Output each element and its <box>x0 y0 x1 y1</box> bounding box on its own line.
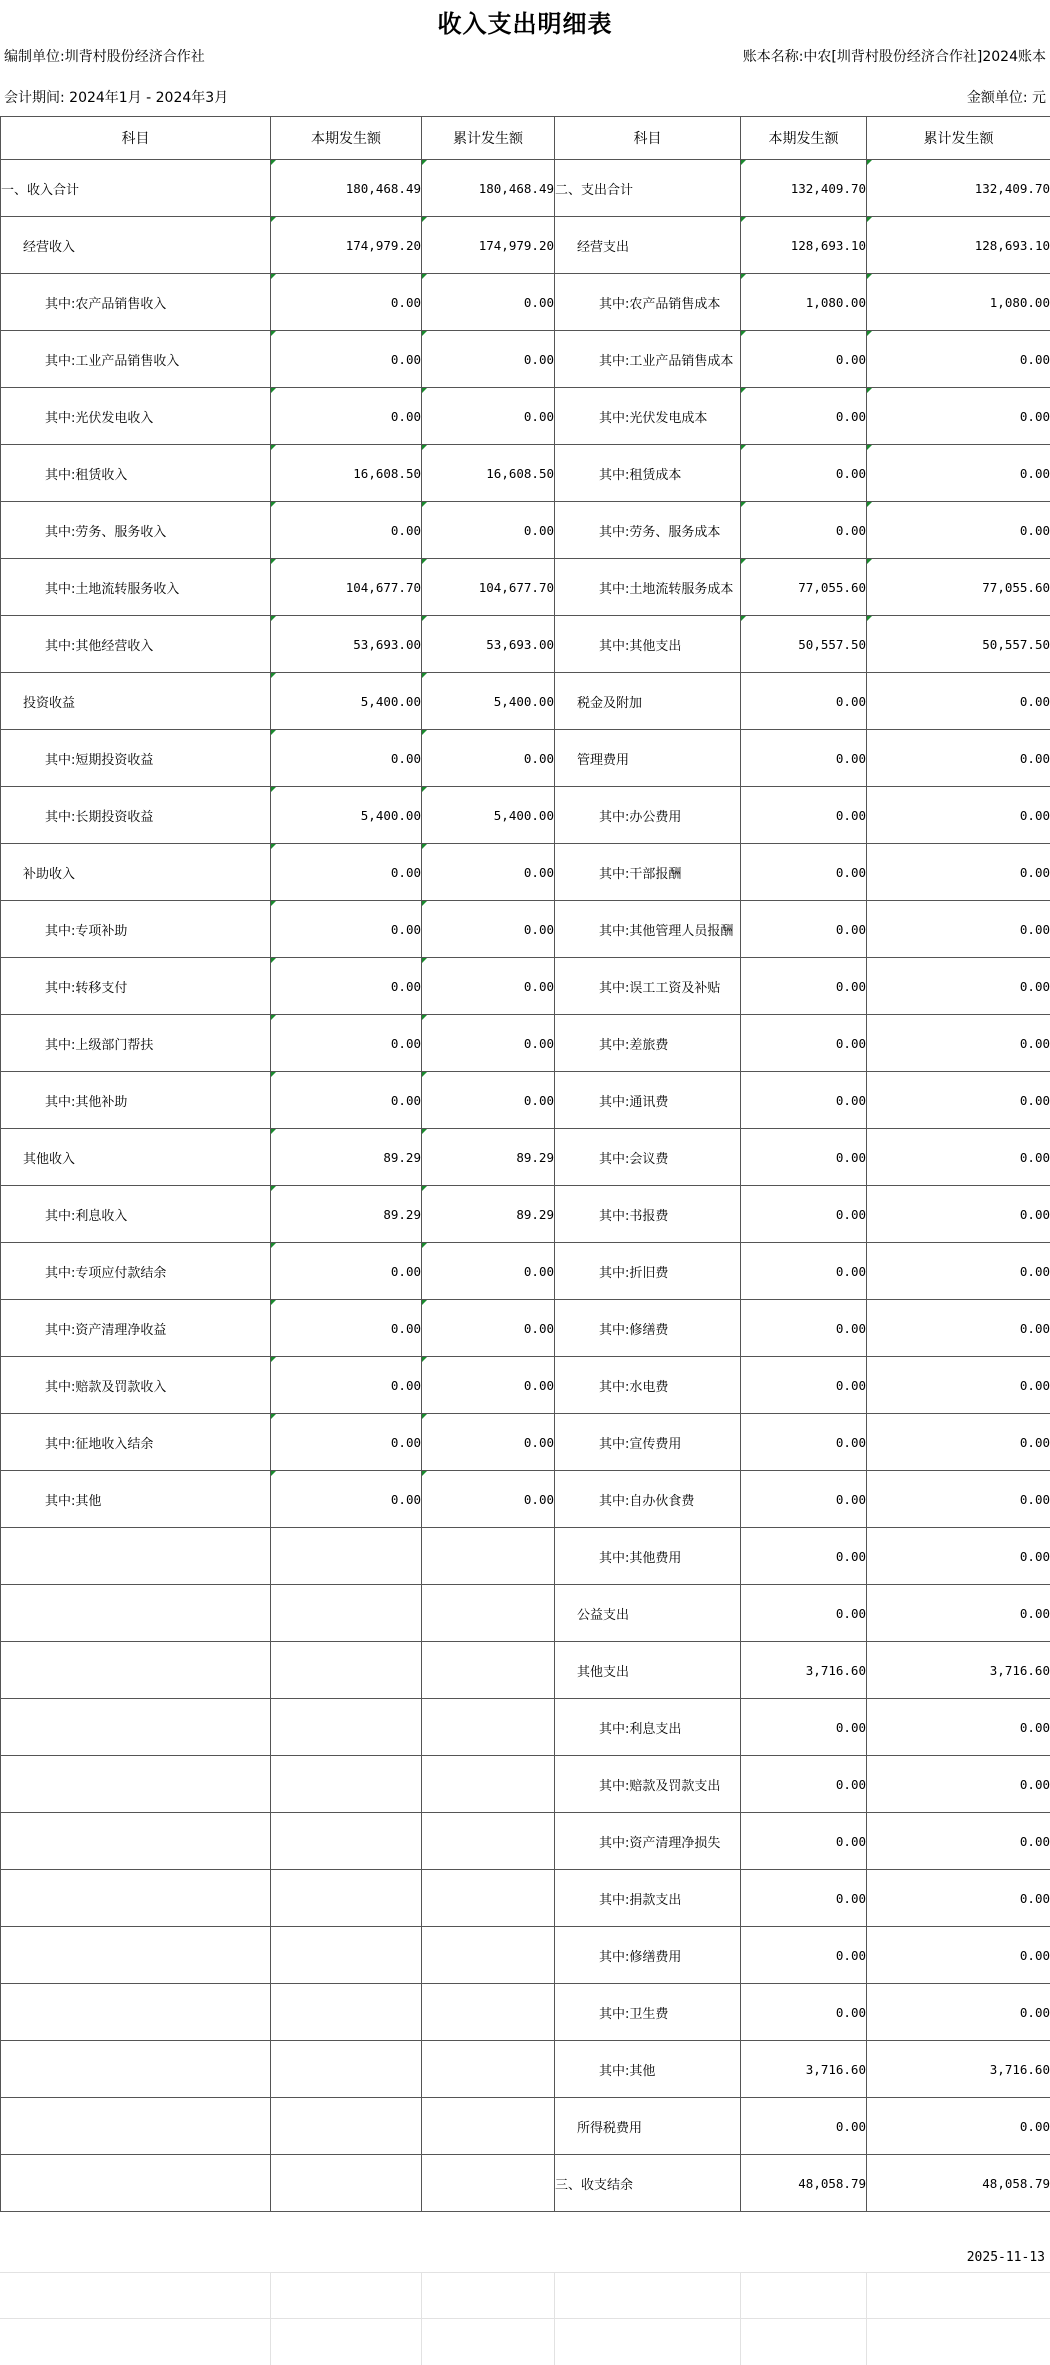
right-cumulative-amount-cell: 132,409.70 <box>867 160 1050 217</box>
table-row <box>1 730 1050 787</box>
right-current-amount-cell: 50,557.50 <box>741 616 867 673</box>
right-current-amount-cell: 0.00 <box>741 1072 867 1129</box>
left-subject-cell <box>1 1813 271 1870</box>
right-cumulative-amount-cell: 0.00 <box>867 445 1050 502</box>
right-subject-cell: 其中:其他管理人员报酬 <box>555 901 741 958</box>
right-subject-cell: 其中:办公费用 <box>555 787 741 844</box>
table-row <box>1 502 1050 559</box>
accounting-period: 会计期间: 2024年1月 - 2024年3月 <box>4 90 229 106</box>
table-row <box>1 331 1050 388</box>
right-subject-cell: 其中:会议费 <box>555 1129 741 1186</box>
right-current-amount-cell: 0.00 <box>741 1414 867 1471</box>
left-cumulative-amount-cell: 0.00 <box>422 1414 555 1471</box>
right-subject-cell: 其中:其他支出 <box>555 616 741 673</box>
left-subject-cell: 其中:利息收入 <box>1 1186 271 1243</box>
table-row <box>1 2041 1050 2098</box>
right-subject-cell: 其中:误工工资及补贴 <box>555 958 741 1015</box>
right-current-amount-cell: 0.00 <box>741 787 867 844</box>
right-current-amount-cell: 0.00 <box>741 844 867 901</box>
left-subject-cell: 其中:其他补助 <box>1 1072 271 1129</box>
right-current-amount-cell: 0.00 <box>741 1870 867 1927</box>
right-cumulative-amount-cell: 0.00 <box>867 388 1050 445</box>
left-cumulative-amount-cell <box>422 2155 555 2212</box>
right-cumulative-amount-cell: 3,716.60 <box>867 1642 1050 1699</box>
table-row <box>1 2098 1050 2155</box>
right-current-amount-cell: 0.00 <box>741 1300 867 1357</box>
table-row <box>1 1984 1050 2041</box>
left-subject-cell: 其中:光伏发电收入 <box>1 388 271 445</box>
left-subject-cell: 其中:其他经营收入 <box>1 616 271 673</box>
left-cumulative-amount-cell: 0.00 <box>422 1015 555 1072</box>
left-cumulative-amount-cell: 89.29 <box>422 1129 555 1186</box>
right-subject-cell: 其中:其他 <box>555 2041 741 2098</box>
right-subject-cell: 其中:修缮费用 <box>555 1927 741 1984</box>
right-subject-cell: 其中:折旧费 <box>555 1243 741 1300</box>
table-row <box>1 445 1050 502</box>
left-current-amount-cell: 5,400.00 <box>271 787 422 844</box>
left-subject-cell: 其中:上级部门帮扶 <box>1 1015 271 1072</box>
left-current-amount-cell <box>271 2041 422 2098</box>
left-subject-cell: 其中:土地流转服务收入 <box>1 559 271 616</box>
table-row <box>1 1642 1050 1699</box>
right-subject-cell: 其中:通讯费 <box>555 1072 741 1129</box>
right-cumulative-amount-cell: 0.00 <box>867 331 1050 388</box>
left-cumulative-amount-cell: 89.29 <box>422 1186 555 1243</box>
right-subject-cell: 三、收支结余 <box>555 2155 741 2212</box>
right-subject-cell: 公益支出 <box>555 1585 741 1642</box>
right-cumulative-amount-cell: 0.00 <box>867 901 1050 958</box>
right-current-amount-cell: 0.00 <box>741 1927 867 1984</box>
left-cumulative-amount-cell <box>422 1927 555 1984</box>
right-cumulative-amount-cell: 0.00 <box>867 1528 1050 1585</box>
header-left-current: 本期发生额 <box>271 117 422 160</box>
left-subject-cell <box>1 1984 271 2041</box>
left-subject-cell: 其中:转移支付 <box>1 958 271 1015</box>
right-current-amount-cell: 0.00 <box>741 445 867 502</box>
right-subject-cell: 其中:修缮费 <box>555 1300 741 1357</box>
left-cumulative-amount-cell: 174,979.20 <box>422 217 555 274</box>
right-subject-cell: 其中:捐款支出 <box>555 1870 741 1927</box>
table-row <box>1 1813 1050 1870</box>
left-cumulative-amount-cell: 0.00 <box>422 502 555 559</box>
left-current-amount-cell: 0.00 <box>271 958 422 1015</box>
left-current-amount-cell: 0.00 <box>271 1072 422 1129</box>
left-current-amount-cell <box>271 1642 422 1699</box>
left-subject-cell: 补助收入 <box>1 844 271 901</box>
left-cumulative-amount-cell: 104,677.70 <box>422 559 555 616</box>
table-row <box>1 673 1050 730</box>
left-cumulative-amount-cell <box>422 1870 555 1927</box>
table-row <box>1 958 1050 1015</box>
right-current-amount-cell: 0.00 <box>741 331 867 388</box>
left-current-amount-cell: 174,979.20 <box>271 217 422 274</box>
left-cumulative-amount-cell: 0.00 <box>422 958 555 1015</box>
right-subject-cell: 其中:资产清理净损失 <box>555 1813 741 1870</box>
left-subject-cell <box>1 1927 271 1984</box>
left-current-amount-cell <box>271 1585 422 1642</box>
right-subject-cell: 经营支出 <box>555 217 741 274</box>
right-current-amount-cell: 0.00 <box>741 388 867 445</box>
header-right-subject: 科目 <box>555 117 741 160</box>
right-subject-cell: 其中:土地流转服务成本 <box>555 559 741 616</box>
right-current-amount-cell: 0.00 <box>741 502 867 559</box>
table-row <box>1 217 1050 274</box>
left-cumulative-amount-cell: 0.00 <box>422 1243 555 1300</box>
right-current-amount-cell: 0.00 <box>741 1984 867 2041</box>
right-cumulative-amount-cell: 0.00 <box>867 2098 1050 2155</box>
left-subject-cell <box>1 1756 271 1813</box>
right-current-amount-cell: 0.00 <box>741 1186 867 1243</box>
table-row <box>1 1243 1050 1300</box>
left-cumulative-amount-cell: 180,468.49 <box>422 160 555 217</box>
header-left-subject: 科目 <box>1 117 271 160</box>
left-cumulative-amount-cell: 5,400.00 <box>422 787 555 844</box>
left-current-amount-cell: 89.29 <box>271 1186 422 1243</box>
left-cumulative-amount-cell: 0.00 <box>422 844 555 901</box>
right-cumulative-amount-cell: 0.00 <box>867 1300 1050 1357</box>
left-current-amount-cell: 0.00 <box>271 1357 422 1414</box>
left-current-amount-cell <box>271 1927 422 1984</box>
right-subject-cell: 其中:自办伙食费 <box>555 1471 741 1528</box>
right-subject-cell: 其他支出 <box>555 1642 741 1699</box>
left-subject-cell: 一、收入合计 <box>1 160 271 217</box>
left-cumulative-amount-cell <box>422 1699 555 1756</box>
left-subject-cell: 其他收入 <box>1 1129 271 1186</box>
right-current-amount-cell: 0.00 <box>741 958 867 1015</box>
right-current-amount-cell: 0.00 <box>741 901 867 958</box>
right-cumulative-amount-cell: 0.00 <box>867 1471 1050 1528</box>
left-subject-cell: 其中:征地收入结余 <box>1 1414 271 1471</box>
right-cumulative-amount-cell: 0.00 <box>867 1015 1050 1072</box>
table-row <box>1 616 1050 673</box>
left-current-amount-cell <box>271 2155 422 2212</box>
table-row <box>1 1585 1050 1642</box>
left-current-amount-cell: 53,693.00 <box>271 616 422 673</box>
right-cumulative-amount-cell: 0.00 <box>867 1756 1050 1813</box>
right-subject-cell: 其中:书报费 <box>555 1186 741 1243</box>
left-cumulative-amount-cell: 0.00 <box>422 1072 555 1129</box>
table-row <box>1 160 1050 217</box>
left-subject-cell <box>1 1699 271 1756</box>
left-current-amount-cell: 5,400.00 <box>271 673 422 730</box>
left-cumulative-amount-cell: 0.00 <box>422 1357 555 1414</box>
print-date: 2025-11-13 <box>966 2250 1045 2265</box>
left-current-amount-cell <box>271 1699 422 1756</box>
report-title: 收入支出明细表 <box>437 10 613 38</box>
right-cumulative-amount-cell: 77,055.60 <box>867 559 1050 616</box>
right-cumulative-amount-cell: 0.00 <box>867 1186 1050 1243</box>
left-subject-cell <box>1 2155 271 2212</box>
left-subject-cell: 其中:赔款及罚款收入 <box>1 1357 271 1414</box>
right-cumulative-amount-cell: 0.00 <box>867 1072 1050 1129</box>
left-cumulative-amount-cell: 0.00 <box>422 388 555 445</box>
right-current-amount-cell: 0.00 <box>741 1813 867 1870</box>
right-cumulative-amount-cell: 0.00 <box>867 730 1050 787</box>
table-row <box>1 1699 1050 1756</box>
left-cumulative-amount-cell <box>422 2098 555 2155</box>
right-subject-cell: 其中:干部报酬 <box>555 844 741 901</box>
left-subject-cell: 其中:工业产品销售收入 <box>1 331 271 388</box>
right-current-amount-cell: 0.00 <box>741 1471 867 1528</box>
left-current-amount-cell <box>271 1984 422 2041</box>
right-subject-cell: 其中:租赁成本 <box>555 445 741 502</box>
left-current-amount-cell: 0.00 <box>271 1471 422 1528</box>
right-subject-cell: 税金及附加 <box>555 673 741 730</box>
right-cumulative-amount-cell: 0.00 <box>867 1129 1050 1186</box>
right-current-amount-cell: 0.00 <box>741 1528 867 1585</box>
table-row <box>1 1528 1050 1585</box>
table-row <box>1 901 1050 958</box>
left-subject-cell <box>1 1642 271 1699</box>
left-current-amount-cell <box>271 2098 422 2155</box>
right-current-amount-cell: 3,716.60 <box>741 2041 867 2098</box>
left-cumulative-amount-cell: 0.00 <box>422 730 555 787</box>
right-current-amount-cell: 0.00 <box>741 1699 867 1756</box>
table-row <box>1 1357 1050 1414</box>
left-current-amount-cell: 0.00 <box>271 388 422 445</box>
table-row <box>1 559 1050 616</box>
table-row <box>1 1756 1050 1813</box>
right-cumulative-amount-cell: 3,716.60 <box>867 2041 1050 2098</box>
empty-grid-area <box>0 2272 1050 2365</box>
right-cumulative-amount-cell: 0.00 <box>867 1699 1050 1756</box>
left-current-amount-cell <box>271 1813 422 1870</box>
left-subject-cell: 其中:长期投资收益 <box>1 787 271 844</box>
left-cumulative-amount-cell <box>422 1642 555 1699</box>
left-cumulative-amount-cell: 0.00 <box>422 1300 555 1357</box>
table-row <box>1 1186 1050 1243</box>
right-subject-cell: 其中:农产品销售成本 <box>555 274 741 331</box>
left-subject-cell <box>1 1585 271 1642</box>
right-subject-cell: 管理费用 <box>555 730 741 787</box>
right-cumulative-amount-cell: 0.00 <box>867 1870 1050 1927</box>
table-row <box>1 274 1050 331</box>
left-current-amount-cell: 0.00 <box>271 331 422 388</box>
right-cumulative-amount-cell: 0.00 <box>867 1813 1050 1870</box>
left-cumulative-amount-cell: 0.00 <box>422 1471 555 1528</box>
table-row <box>1 1870 1050 1927</box>
right-current-amount-cell: 132,409.70 <box>741 160 867 217</box>
right-subject-cell: 其中:劳务、服务成本 <box>555 502 741 559</box>
right-current-amount-cell: 48,058.79 <box>741 2155 867 2212</box>
left-subject-cell: 其中:农产品销售收入 <box>1 274 271 331</box>
right-current-amount-cell: 0.00 <box>741 1585 867 1642</box>
table-row <box>1 388 1050 445</box>
right-cumulative-amount-cell: 0.00 <box>867 502 1050 559</box>
right-current-amount-cell: 3,716.60 <box>741 1642 867 1699</box>
right-cumulative-amount-cell: 1,080.00 <box>867 274 1050 331</box>
left-subject-cell: 其中:专项应付款结余 <box>1 1243 271 1300</box>
left-subject-cell: 其中:专项补助 <box>1 901 271 958</box>
left-cumulative-amount-cell <box>422 1528 555 1585</box>
left-subject-cell: 其中:其他 <box>1 1471 271 1528</box>
header-right-cumulative: 累计发生额 <box>867 117 1050 160</box>
left-cumulative-amount-cell <box>422 1756 555 1813</box>
left-subject-cell <box>1 2098 271 2155</box>
table-row <box>1 1015 1050 1072</box>
table-row <box>1 1300 1050 1357</box>
left-cumulative-amount-cell <box>422 2041 555 2098</box>
left-current-amount-cell: 0.00 <box>271 502 422 559</box>
left-current-amount-cell <box>271 1528 422 1585</box>
compiling-unit: 编制单位:圳背村股份经济合作社 <box>4 49 205 65</box>
right-subject-cell: 其中:工业产品销售成本 <box>555 331 741 388</box>
right-current-amount-cell: 1,080.00 <box>741 274 867 331</box>
right-current-amount-cell: 0.00 <box>741 1015 867 1072</box>
right-current-amount-cell: 0.00 <box>741 1243 867 1300</box>
right-current-amount-cell: 128,693.10 <box>741 217 867 274</box>
right-current-amount-cell: 0.00 <box>741 1756 867 1813</box>
right-subject-cell: 其中:卫生费 <box>555 1984 741 2041</box>
left-current-amount-cell: 16,608.50 <box>271 445 422 502</box>
left-subject-cell: 投资收益 <box>1 673 271 730</box>
left-current-amount-cell: 0.00 <box>271 1015 422 1072</box>
left-subject-cell: 经营收入 <box>1 217 271 274</box>
left-current-amount-cell: 89.29 <box>271 1129 422 1186</box>
left-subject-cell <box>1 1528 271 1585</box>
right-subject-cell: 所得税费用 <box>555 2098 741 2155</box>
table-row <box>1 1072 1050 1129</box>
header-left-cumulative: 累计发生额 <box>422 117 555 160</box>
income-expense-table <box>0 116 1050 2212</box>
right-subject-cell: 二、支出合计 <box>555 160 741 217</box>
right-cumulative-amount-cell: 0.00 <box>867 1414 1050 1471</box>
left-subject-cell <box>1 1870 271 1927</box>
left-current-amount-cell: 0.00 <box>271 844 422 901</box>
left-cumulative-amount-cell <box>422 1984 555 2041</box>
left-current-amount-cell: 0.00 <box>271 901 422 958</box>
right-cumulative-amount-cell: 48,058.79 <box>867 2155 1050 2212</box>
right-subject-cell: 其中:水电费 <box>555 1357 741 1414</box>
left-cumulative-amount-cell: 16,608.50 <box>422 445 555 502</box>
left-current-amount-cell: 0.00 <box>271 1414 422 1471</box>
table-row <box>1 1414 1050 1471</box>
right-cumulative-amount-cell: 0.00 <box>867 673 1050 730</box>
account-book-name: 账本名称:中农[圳背村股份经济合作社]2024账本 <box>742 49 1046 65</box>
right-subject-cell: 其中:差旅费 <box>555 1015 741 1072</box>
table-header-row <box>1 117 1050 160</box>
right-cumulative-amount-cell: 0.00 <box>867 1357 1050 1414</box>
left-subject-cell: 其中:劳务、服务收入 <box>1 502 271 559</box>
left-cumulative-amount-cell <box>422 1585 555 1642</box>
left-subject-cell: 其中:租赁收入 <box>1 445 271 502</box>
left-cumulative-amount-cell: 5,400.00 <box>422 673 555 730</box>
right-current-amount-cell: 0.00 <box>741 1129 867 1186</box>
table-row <box>1 844 1050 901</box>
left-subject-cell: 其中:短期投资收益 <box>1 730 271 787</box>
left-cumulative-amount-cell <box>422 1813 555 1870</box>
left-cumulative-amount-cell: 0.00 <box>422 901 555 958</box>
right-cumulative-amount-cell: 0.00 <box>867 958 1050 1015</box>
right-cumulative-amount-cell: 50,557.50 <box>867 616 1050 673</box>
right-subject-cell: 其中:宣传费用 <box>555 1414 741 1471</box>
table-body <box>1 160 1050 2212</box>
left-current-amount-cell: 104,677.70 <box>271 559 422 616</box>
header-right-current: 本期发生额 <box>741 117 867 160</box>
right-cumulative-amount-cell: 0.00 <box>867 1927 1050 1984</box>
right-cumulative-amount-cell: 0.00 <box>867 844 1050 901</box>
left-subject-cell: 其中:资产清理净收益 <box>1 1300 271 1357</box>
right-current-amount-cell: 0.00 <box>741 673 867 730</box>
left-cumulative-amount-cell: 53,693.00 <box>422 616 555 673</box>
right-cumulative-amount-cell: 0.00 <box>867 787 1050 844</box>
right-subject-cell: 其中:赔款及罚款支出 <box>555 1756 741 1813</box>
table-row <box>1 1129 1050 1186</box>
right-current-amount-cell: 77,055.60 <box>741 559 867 616</box>
left-current-amount-cell <box>271 1756 422 1813</box>
left-current-amount-cell: 0.00 <box>271 730 422 787</box>
right-subject-cell: 其中:光伏发电成本 <box>555 388 741 445</box>
right-current-amount-cell: 0.00 <box>741 1357 867 1414</box>
right-cumulative-amount-cell: 0.00 <box>867 1243 1050 1300</box>
left-current-amount-cell: 0.00 <box>271 1300 422 1357</box>
right-current-amount-cell: 0.00 <box>741 2098 867 2155</box>
left-subject-cell <box>1 2041 271 2098</box>
left-cumulative-amount-cell: 0.00 <box>422 274 555 331</box>
right-subject-cell: 其中:其他费用 <box>555 1528 741 1585</box>
right-cumulative-amount-cell: 0.00 <box>867 1585 1050 1642</box>
right-cumulative-amount-cell: 128,693.10 <box>867 217 1050 274</box>
left-current-amount-cell: 180,468.49 <box>271 160 422 217</box>
right-subject-cell: 其中:利息支出 <box>555 1699 741 1756</box>
table-row <box>1 1927 1050 1984</box>
left-current-amount-cell: 0.00 <box>271 1243 422 1300</box>
left-cumulative-amount-cell: 0.00 <box>422 331 555 388</box>
table-row <box>1 2155 1050 2212</box>
right-current-amount-cell: 0.00 <box>741 730 867 787</box>
left-current-amount-cell <box>271 1870 422 1927</box>
table-row <box>1 1471 1050 1528</box>
currency-unit: 金额单位: 元 <box>966 90 1046 106</box>
left-current-amount-cell: 0.00 <box>271 274 422 331</box>
table-row <box>1 787 1050 844</box>
right-cumulative-amount-cell: 0.00 <box>867 1984 1050 2041</box>
